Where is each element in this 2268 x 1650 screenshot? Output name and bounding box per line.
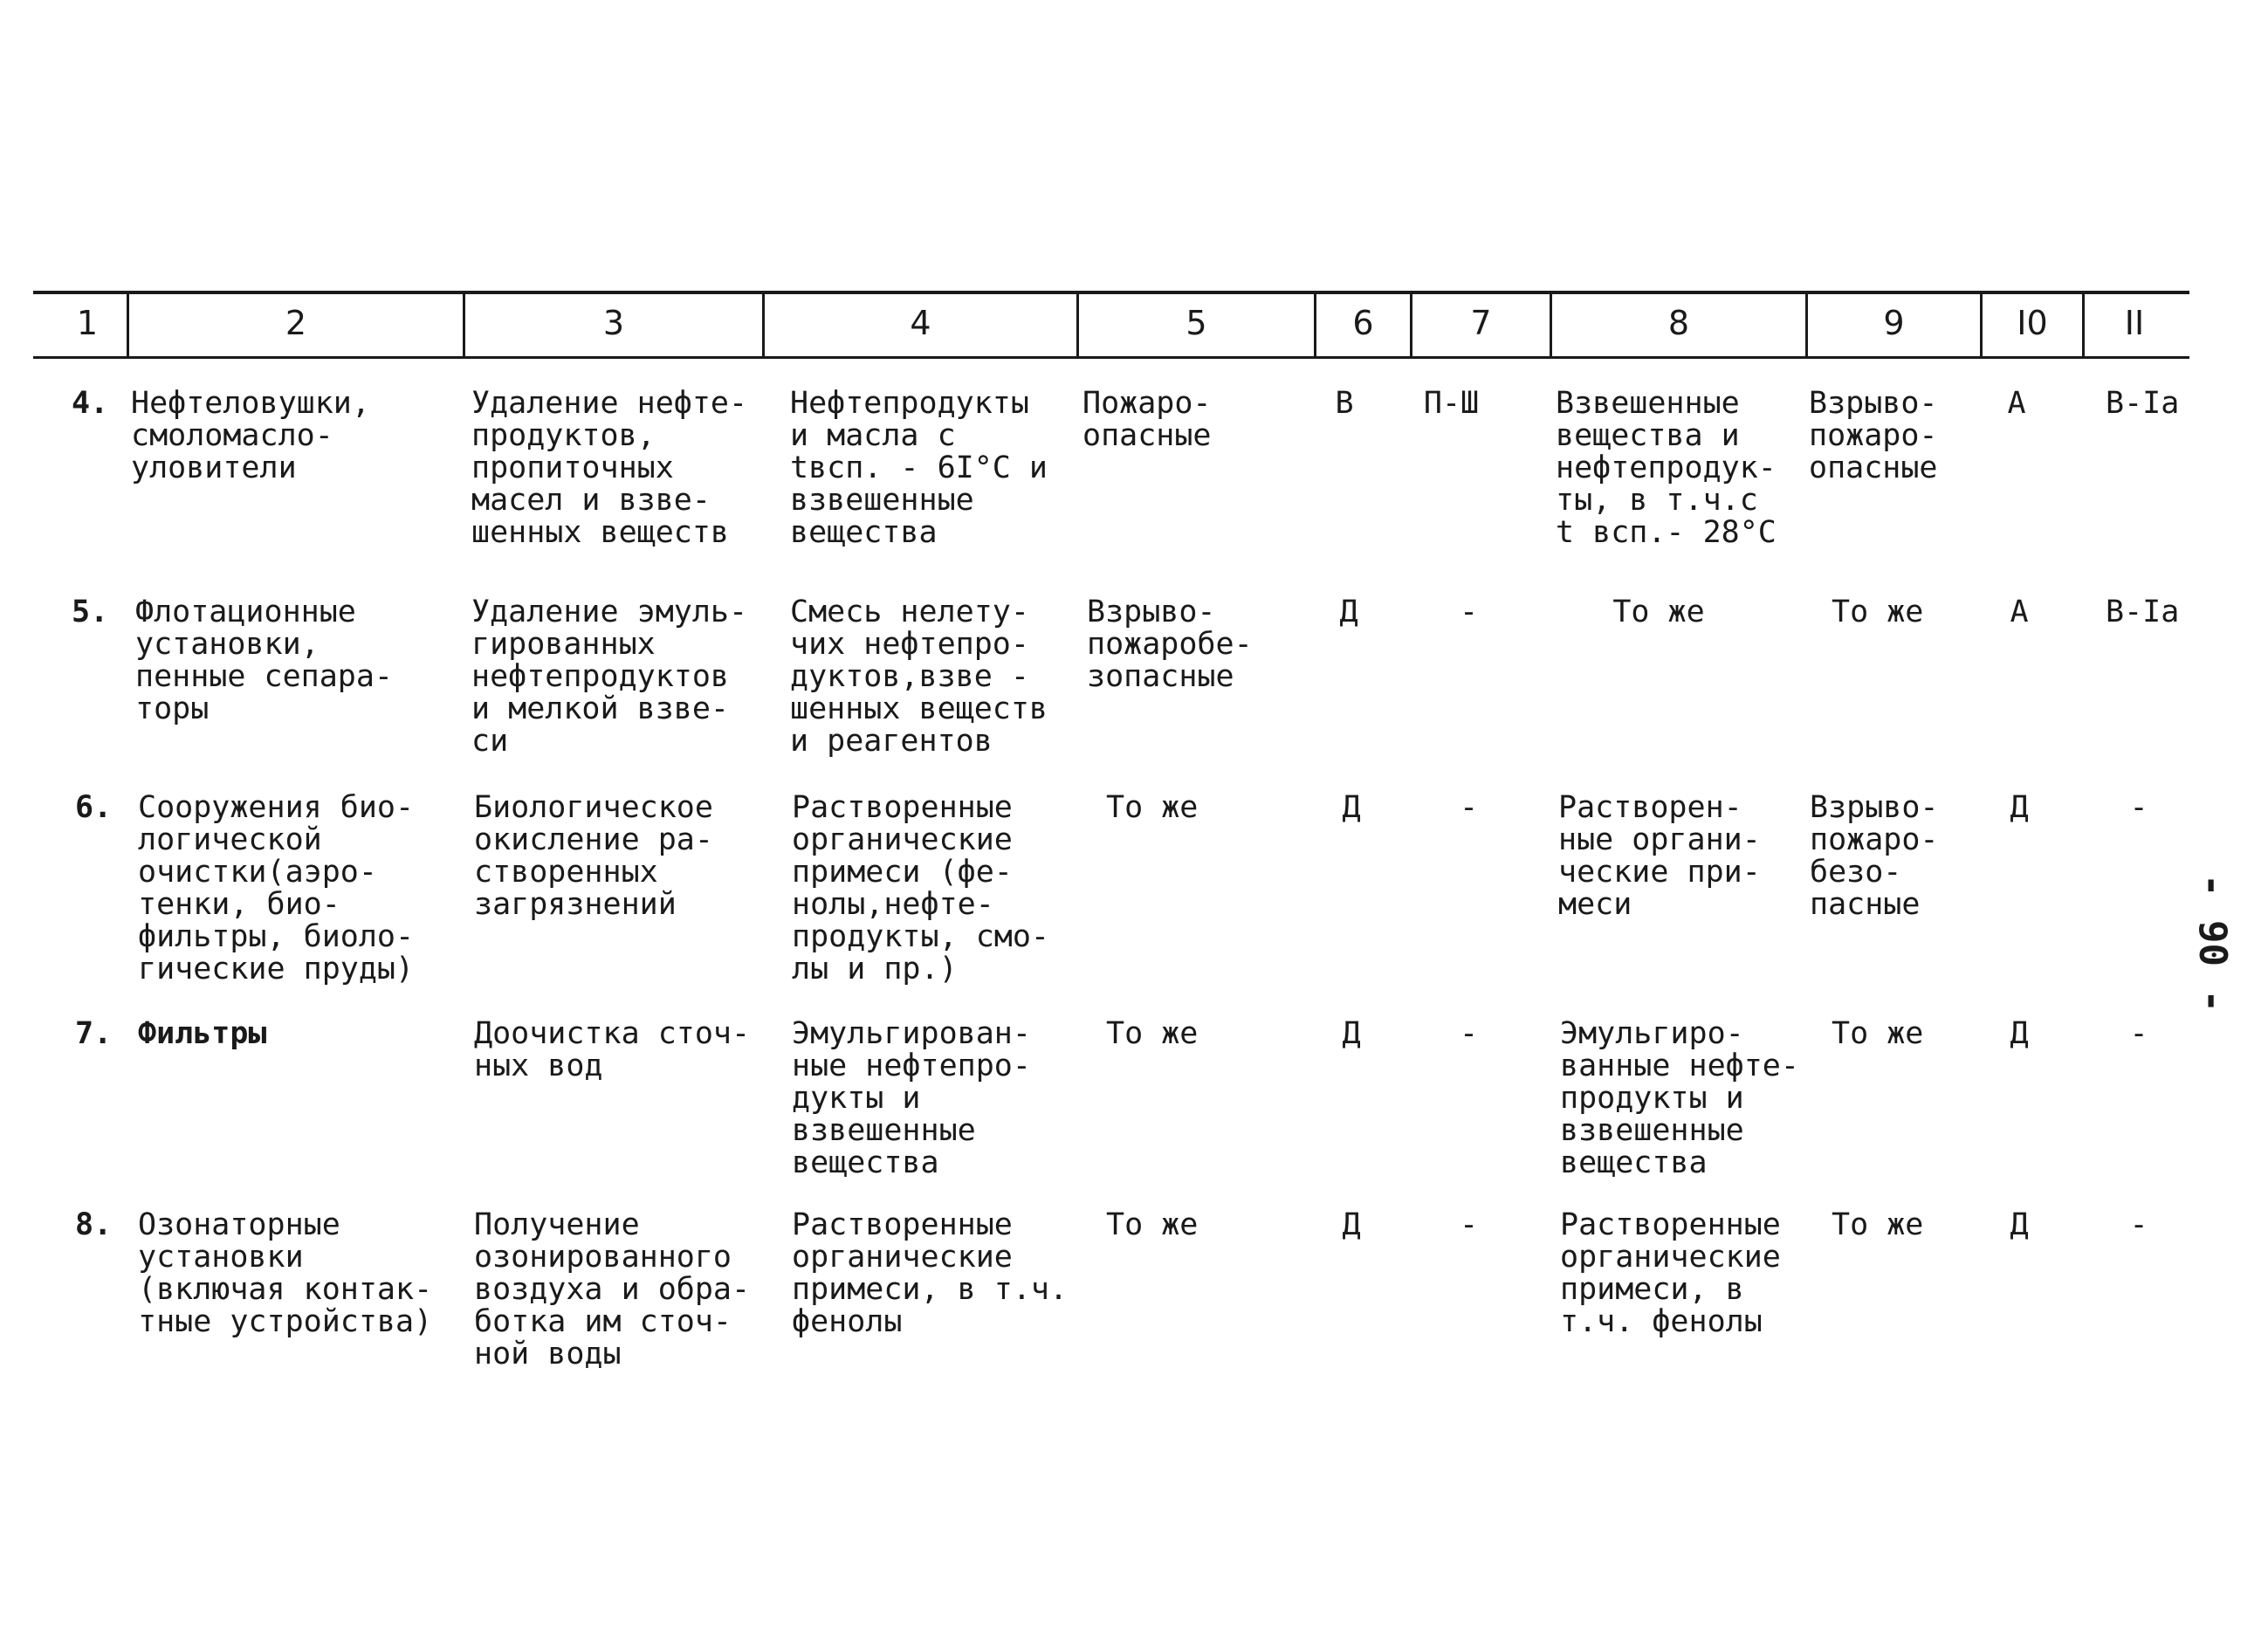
cell-structure: Фильтры: [138, 1016, 267, 1051]
cell-substances: Смесь нелету- чих нефтепро- дуктов,взве - шенных веществ и реагентов: [790, 595, 1048, 759]
column-header-2: 2: [285, 304, 307, 342]
header-divider: [1076, 293, 1079, 356]
cell-purpose: Получение озонированного воздуха и обра- ботка им сточ- ной воды: [474, 1207, 751, 1372]
column-header-9: 9: [1883, 304, 1905, 342]
header-divider: [1314, 293, 1316, 356]
column-header-7: 7: [1470, 304, 1492, 342]
cell-category: Д: [1342, 790, 1361, 825]
header-bottom-rule: [33, 356, 2189, 359]
cell-substances: Эмульгирован- ные нефтепро- дукты и взвешенные вещества: [792, 1016, 1031, 1180]
header-divider: [762, 293, 765, 356]
column-header-5: 5: [1186, 304, 1207, 342]
column-header-3: 3: [602, 304, 625, 342]
cell-group: Д: [2010, 790, 2029, 825]
column-header-11: II: [2124, 304, 2145, 342]
cell-class: -: [2129, 1207, 2148, 1242]
cell-category: Д: [1342, 1207, 1361, 1242]
cell-zone: П-Ш: [1423, 386, 1480, 421]
table-top-rule: [33, 291, 2189, 294]
header-divider: [2082, 293, 2085, 356]
cell-class: В-Iа: [2106, 386, 2180, 421]
cell-hazard-class: То же: [1106, 1016, 1199, 1051]
header-divider: [127, 293, 129, 356]
column-header-8: 8: [1667, 304, 1690, 342]
cell-class: В-Iа: [2106, 595, 2180, 629]
cell-zone: -: [1459, 790, 1479, 825]
cell-zone: -: [1459, 595, 1479, 629]
row-number: 8.: [75, 1207, 113, 1242]
cell-emission-hazard: То же: [1832, 1016, 1924, 1051]
cell-substances: Нефтепродукты и масла с tвсп. - 6I°C и взвешенные вещества: [790, 386, 1048, 550]
cell-zone: -: [1459, 1016, 1479, 1051]
cell-structure: Сооружения био- логической очистки(аэро- тенки, био- фильтры, биоло- гические пруды): [138, 790, 415, 987]
cell-emission-hazard: То же: [1832, 1207, 1924, 1242]
cell-group: Д: [2010, 1207, 2029, 1242]
cell-class: -: [2129, 1016, 2148, 1051]
cell-category: Д: [1339, 595, 1358, 629]
cell-hazard-class: То же: [1106, 790, 1199, 825]
cell-group: А: [2007, 386, 2026, 421]
cell-emission-hazard: Взрыво- пожаро- опасные: [1809, 386, 1938, 485]
cell-substances: Растворенные органические примеси (фе- нолы,нефте- продукты, смо- лы и пр.): [792, 790, 1050, 987]
header-divider: [1550, 293, 1552, 356]
column-header-4: 4: [910, 304, 931, 342]
cell-structure: Флотационные установки, пенные сепара- торы: [135, 595, 394, 726]
cell-structure: Озонаторные установки (включая контак- тные устройства): [138, 1207, 433, 1339]
header-divider: [1410, 293, 1412, 356]
cell-substances: Растворенные органические примеси, в т.ч. фенолы: [792, 1207, 1069, 1339]
cell-emissions: Растворенные органические примеси, в т.ч. фенолы: [1560, 1207, 1781, 1339]
cell-emission-hazard: Взрыво- пожаро- безо- пасные: [1810, 790, 1939, 922]
cell-category: В: [1335, 386, 1354, 421]
cell-group: А: [2010, 595, 2029, 629]
cell-emissions: Растворен- ные органи- ческие при- меси: [1558, 790, 1761, 922]
cell-category: Д: [1342, 1016, 1361, 1051]
row-number: 5.: [72, 595, 109, 629]
cell-hazard-class: Взрыво- пожаробе- зопасные: [1087, 595, 1253, 694]
header-divider: [463, 293, 465, 356]
cell-emissions: Взвешенные вещества и нефтепродук- ты, в т.ч.с t всп.- 28°C: [1556, 386, 1777, 550]
cell-emission-hazard: То же: [1832, 595, 1924, 629]
row-number: 4.: [72, 386, 109, 421]
row-number: 7.: [75, 1016, 113, 1051]
header-divider: [1980, 293, 1983, 356]
cell-emissions: То же: [1612, 595, 1705, 629]
cell-hazard-class: То же: [1106, 1207, 1199, 1242]
cell-purpose: Биологическое окисление ра- створенных загрязнений: [474, 790, 713, 922]
row-number: 6.: [75, 790, 113, 825]
column-header-10: I0: [2017, 304, 2048, 342]
cell-hazard-class: Пожаро- опасные: [1082, 386, 1212, 453]
cell-emissions: Эмульгиро- ванные нефте- продукты и взвешенные вещества: [1560, 1016, 1799, 1180]
page-number-text: - 90 -: [2189, 873, 2235, 1013]
cell-purpose: Доочистка сточ- ных вод: [474, 1016, 751, 1083]
cell-group: Д: [2010, 1016, 2029, 1051]
cell-class: -: [2129, 790, 2148, 825]
cell-purpose: Удаление нефте- продуктов, пропиточных масел и взве- шенных веществ: [471, 386, 748, 550]
header-divider: [1805, 293, 1808, 356]
column-header-6: 6: [1352, 304, 1374, 342]
cell-structure: Нефтеловушки, смоломасло- уловители: [131, 386, 370, 485]
cell-purpose: Удаление эмуль- гированных нефтепродуктов и мелкой взве- си: [471, 595, 748, 759]
page-number: [2177, 873, 2247, 1013]
column-header-1: 1: [76, 304, 99, 342]
cell-zone: -: [1459, 1207, 1479, 1242]
